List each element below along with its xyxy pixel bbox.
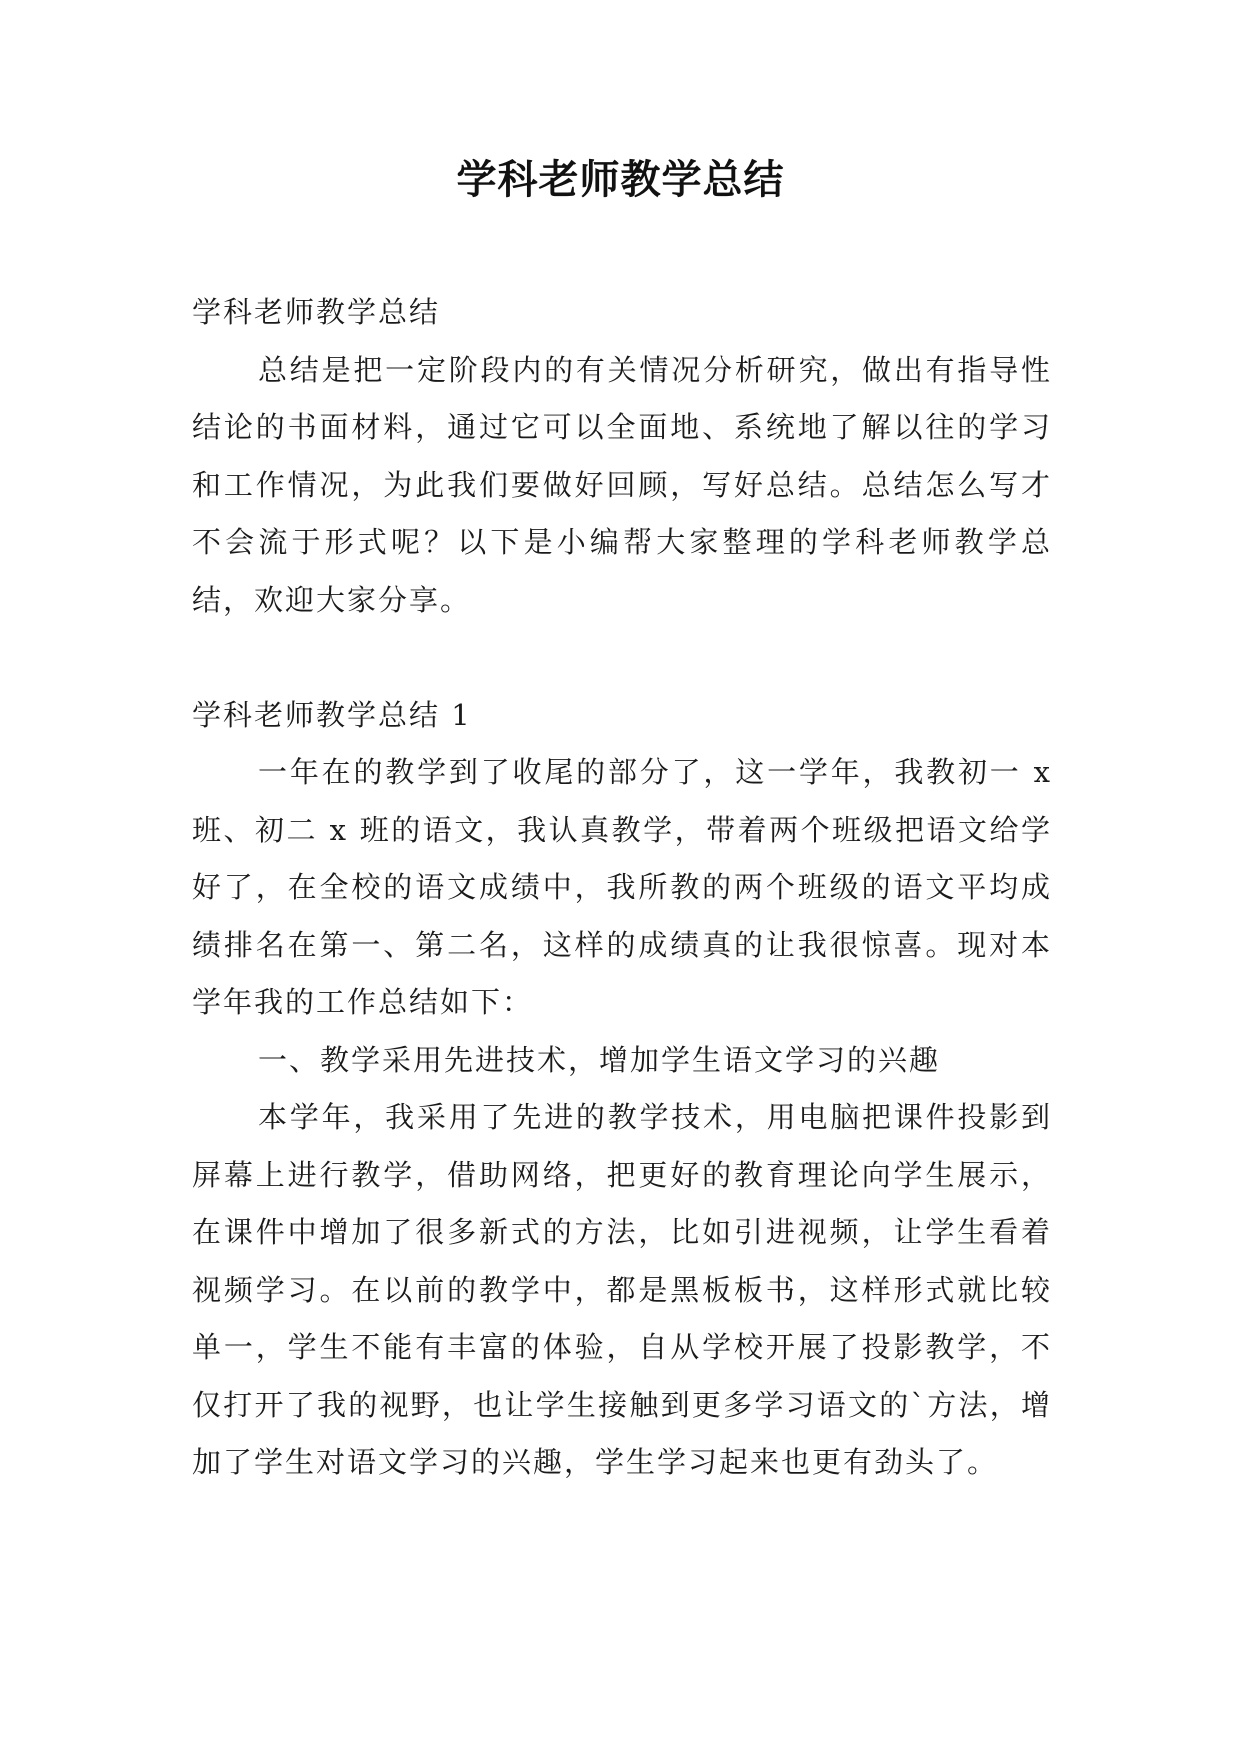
document-title: 学科老师教学总结 <box>456 157 785 203</box>
document-body <box>192 284 1052 1492</box>
point-paragraph: 本学年，我采用了先进的教学技术，用电脑把课件投影到屏幕上进行教学，借助网络，把更好的教育理论向学生展示，在课件中增加了很多新式的方法，比如引进视频，让学生看着视频学习。在以前的教学中，都是黑板板书，这样形式就比较单一，学生不能有丰富的体验，自从学校开展了投影教学，不仅打开了我的视野，也让学生接触到更多学习语文的`方法，增加了学生对语文学习的兴趣，学生学习起来也更有劲头了。 <box>192 1100 1052 1479</box>
intro-paragraph: 总结是把一定阶段内的有关情况分析研究，做出有指导性结论的书面材料，通过它可以全面地、系统地了解以往的学习和工作情况，为此我们要做好回顾，写好总结。总结怎么写才不会流于形式呢？以下是小编帮大家整理的学科老师教学总结，欢迎大家分享。 <box>192 352 1052 617</box>
point-heading: 一、教学采用先进技术，增加学生语文学习的兴趣 <box>258 1042 941 1077</box>
paragraph-spacer <box>192 629 1052 687</box>
section-heading: 学科老师教学总结 1 <box>192 697 472 732</box>
section-paragraph: 一年在的教学到了收尾的部分了，这一学年，我教初一 x 班、初二 x 班的语文，我认真教学，带着两个班级把语文给学好了，在全校的语文成绩中，我所教的两个班级的语文平均成绩排名在第一、第二名，这样的成绩真的让我很惊喜。现对本学年我的工作总结如下： <box>192 755 1052 1019</box>
document-subtitle: 学科老师教学总结 <box>192 295 441 329</box>
